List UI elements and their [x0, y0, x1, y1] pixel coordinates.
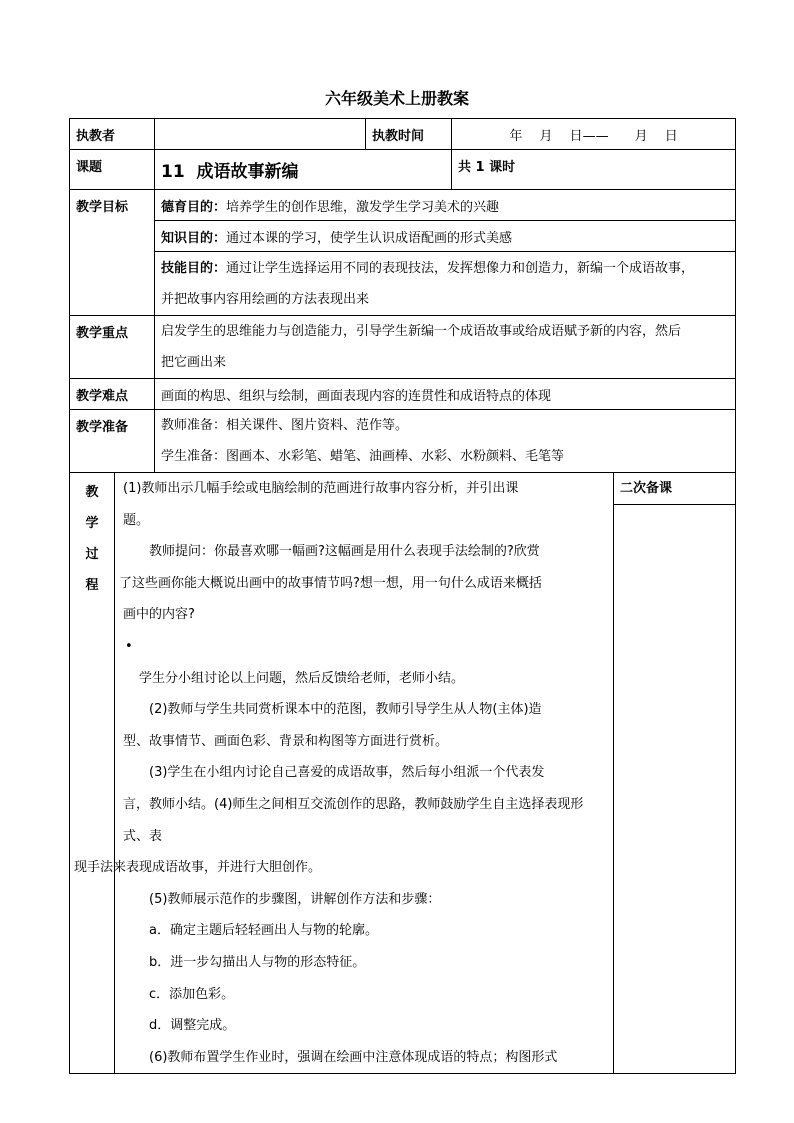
row-key-points [70, 316, 736, 379]
row-process [70, 473, 736, 1074]
goal-knowledge [155, 221, 736, 252]
row-teacher [70, 119, 736, 150]
second-prep-label: 二次备课 [614, 473, 735, 505]
goal-skill [155, 252, 736, 316]
process-line: b．进一步勾描出人与物的形态特征。 [149, 954, 366, 970]
key-points [155, 316, 736, 379]
process-line: (1)教师出示几幅手绘或电脑绘制的范画进行故事内容分析，并引出课 [123, 481, 519, 496]
process-label-char-2: 学 [85, 516, 99, 531]
teacher-value [155, 119, 366, 150]
process-line: d．调整完成。 [149, 1018, 236, 1034]
process-line: (3)学生在小组内讨论自己喜爱的成语故事，然后每小组派一个代表发 [149, 765, 545, 781]
preparation-teacher: 教师准备：相关课件、图片资料、范作等。 [161, 418, 409, 433]
key-points-line-2: 把它画出来 [161, 355, 227, 370]
process-line: 了这些画你能大概说出画中的故事情节吗?想一想，用一句什么成语来概括 [119, 575, 542, 591]
process-label-char-4: 程 [85, 578, 99, 593]
process-line: (2)教师与学生共同赏析课本中的范图，教师引导学生从人物(主体)造 [149, 702, 542, 718]
process-line: 题。 [123, 512, 150, 528]
process-line: (6)教师布置学生作业时，强调在绘画中注意体现成语的特点；构图形式 [149, 1049, 558, 1065]
process-line: 教师提问：你最喜欢哪一幅画?这幅画是用什么表现手法绘制的?欣赏 [149, 544, 540, 560]
process-line: (5)教师展示范作的步骤图，讲解创作方法和步骤： [149, 891, 441, 907]
difficulties-label: 教学难点 [70, 379, 155, 410]
process-content [74, 473, 614, 1074]
preparation [155, 410, 736, 473]
second-prep-column [614, 473, 736, 1074]
process-line: 现手法来表现成语故事，并进行大胆创作。 [74, 860, 322, 876]
process-line-text: 学生分小组讨论以上问题，然后反馈给老师，老师小结。 [139, 670, 465, 686]
process-label [70, 473, 115, 1074]
time-value: 年 月 日—— 月 日 [452, 119, 736, 150]
process-label-char-3: 过 [85, 547, 99, 562]
goal-skill-key: 技能目的： [161, 260, 227, 276]
process-line: c．添加色彩。 [149, 986, 235, 1002]
bullet-icon: • [125, 638, 133, 654]
row-goal-knowledge [70, 221, 736, 252]
goal-knowledge-key: 知识目的： [161, 230, 227, 246]
preparation-label: 教学准备 [70, 410, 155, 473]
process-label-char-1: 教 [85, 485, 99, 500]
lesson-plan-table [69, 118, 736, 1074]
goal-skill-text-2: 并把故事内容用绘画的方法表现出来 [161, 291, 370, 307]
row-goal-moral [70, 190, 736, 221]
teacher-label: 执教者 [70, 119, 155, 150]
process-line: 言，教师小结。(4)师生之间相互交流创作的思路，教师鼓励学生自主选择表现形 [123, 796, 584, 812]
row-difficulties [70, 379, 736, 410]
goal-moral-key: 德育目的： [161, 199, 227, 215]
goals-label: 教学目标 [70, 190, 155, 316]
row-topic [70, 150, 736, 190]
difficulties-text: 画面的构思、组织与绘制，画面表现内容的连贯性和成语特点的体现 [155, 379, 736, 410]
process-line [119, 631, 609, 694]
lesson-hours: 共 1 课时 [452, 150, 736, 190]
key-points-line-1: 启发学生的思维能力与创造能力，引导学生新编一个成语故事或给成语赋予新的内容，然后 [161, 324, 682, 339]
goal-skill-text: 通过让学生选择运用不同的表现技法，发挥想像力和创造力，新编一个成语故事， [226, 260, 695, 276]
process-line: 型、故事情节、画面色彩、背景和构图等方面进行赏析。 [123, 733, 449, 749]
process-line: a．确定主题后轻轻画出人与物的轮廓。 [149, 923, 378, 939]
lesson-title: 11 成语故事新编 [155, 150, 452, 190]
goal-moral-text: 培养学生的创作思维，激发学生学习美术的兴趣 [226, 199, 500, 215]
process-line: 式、表 [123, 828, 163, 844]
document-title: 六年级美术上册教案 [324, 89, 469, 108]
time-label: 执教时间 [366, 119, 452, 150]
goal-knowledge-text: 通过本课的学习，使学生认识成语配画的形式美感 [226, 230, 513, 246]
preparation-student: 学生准备：图画本、水彩笔、蜡笔、油画棒、水彩、水粉颜料、毛笔等 [161, 449, 565, 464]
key-points-label: 教学重点 [70, 316, 155, 379]
row-goal-skill [70, 252, 736, 316]
goal-moral [155, 190, 736, 221]
process-line: 画中的内容? [123, 607, 195, 623]
row-preparation [70, 410, 736, 473]
topic-label: 课题 [70, 150, 155, 190]
